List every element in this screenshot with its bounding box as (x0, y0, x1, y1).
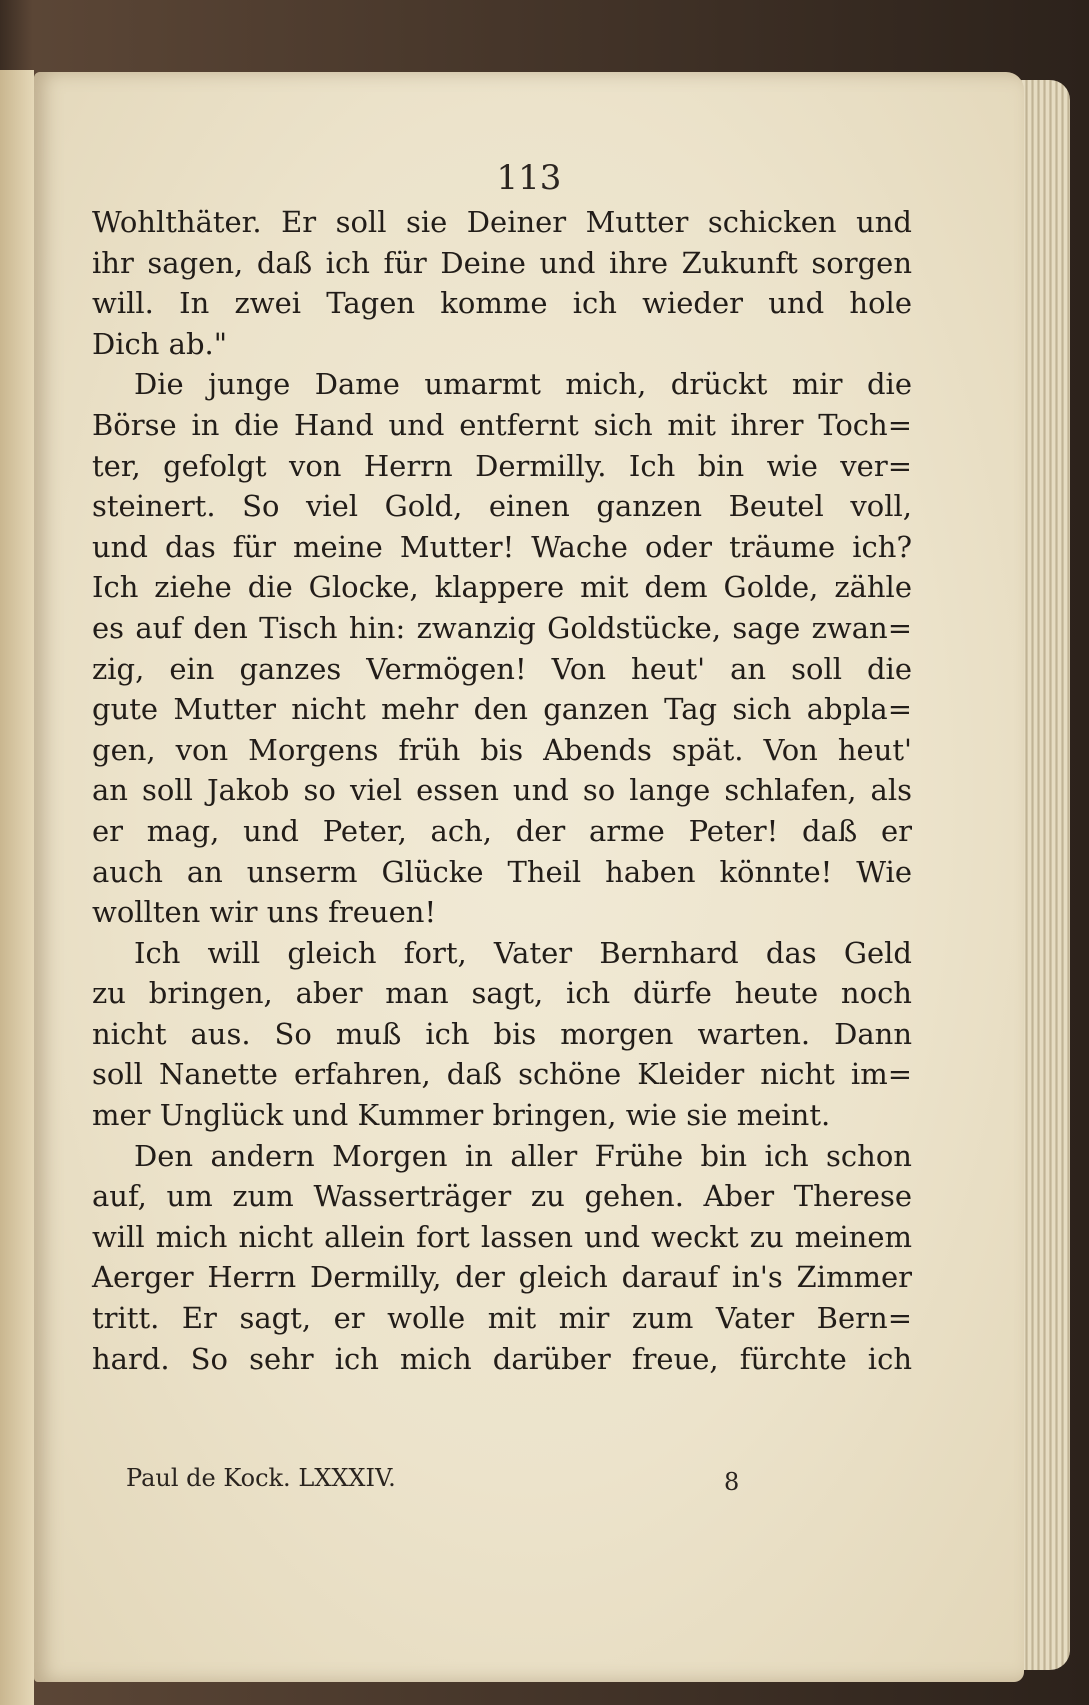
text-line: es auf den Tisch hin: zwanzig Goldstücke, sage zwan= (92, 610, 912, 645)
text-line: will mich nicht allein fort lassen und weckt zu meinem (92, 1219, 912, 1254)
text-line: steinert. So viel Gold, einen ganzen Beutel voll, (92, 489, 912, 524)
text-line: auch an unserm Glücke Theil haben könnte! Wie (92, 854, 912, 889)
body-text (92, 202, 912, 1379)
text-line: nicht aus. So muß ich bis morgen warten. Dann (92, 1016, 912, 1051)
text-line: gen, von Morgens früh bis Abends spät. Von heut' (92, 732, 912, 767)
text-line: Den andern Morgen in aller Frühe bin ich schon (134, 1138, 912, 1173)
text-line: und das für meine Mutter! Wache oder träume ich? (92, 529, 912, 564)
text-line: soll Nanette erfahren, daß schöne Kleider nicht im= (92, 1057, 912, 1092)
text-line: Wohlthäter. Er soll sie Deiner Mutter schicken und (92, 205, 912, 239)
page-number: 113 (496, 158, 562, 198)
text-line: an soll Jakob so viel essen und so lange schlafen, als (92, 773, 912, 808)
text-line: mer Unglück und Kummer bringen, wie sie meint. (92, 1098, 831, 1133)
printer-signature: Paul de Kock. LXXXIV. (126, 1464, 396, 1492)
text-line: er mag, und Peter, ach, der arme Peter! daß er (92, 813, 912, 848)
text-line: zig, ein ganzes Vermögen! Von heut' an soll die (92, 651, 912, 686)
text-line: Aerger Herrn Dermilly, der gleich darauf in's Zimmer (92, 1260, 912, 1295)
text-line: ter, gefolgt von Herrn Dermilly. Ich bin wie ver= (92, 448, 912, 483)
text-line: Die junge Dame umarmt mich, drückt mir die (134, 367, 912, 402)
text-line: Ich ziehe die Glocke, klappere mit dem Golde, zähle (92, 570, 912, 605)
text-line: hard. So sehr ich mich darüber freue, fürchte ich (92, 1341, 912, 1376)
text-line: auf, um zum Wasserträger zu gehen. Aber Therese (92, 1179, 912, 1214)
text-line: Börse in die Hand und entfernt sich mit ihrer Toch= (92, 407, 912, 442)
text-line: Ich will gleich fort, Vater Bernhard das Geld (134, 935, 912, 970)
text-line: zu bringen, aber man sagt, ich dürfe heute noch (92, 976, 912, 1011)
left-page-edge (0, 70, 34, 1705)
text-line: Dich ab." (92, 326, 228, 361)
text-line: ihr sagen, daß ich für Deine und ihre Zukunft sorgen (92, 245, 912, 280)
text-line: gute Mutter nicht mehr den ganzen Tag sich abpla= (92, 692, 912, 727)
text-line: will. In zwei Tagen komme ich wieder und hole (92, 286, 912, 321)
book-page (34, 72, 1024, 1682)
sheet-number: 8 (724, 1468, 740, 1496)
text-line: tritt. Er sagt, er wolle mit mir zum Vater Bern= (92, 1301, 912, 1336)
text-line: wollten wir uns freuen! (92, 895, 437, 930)
